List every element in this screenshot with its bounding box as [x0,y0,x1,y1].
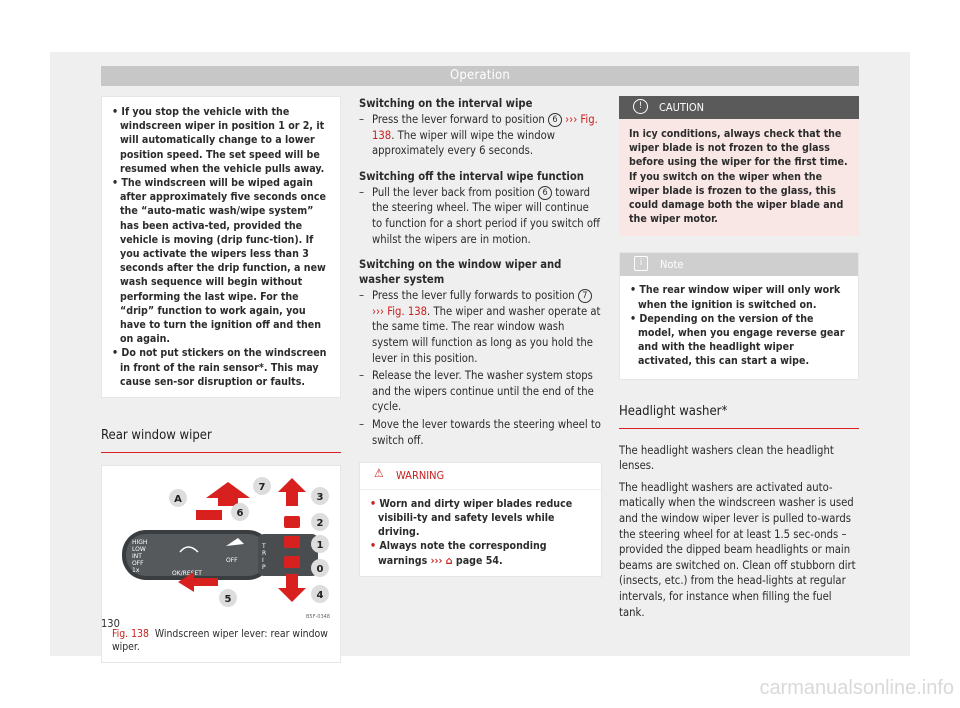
lever-label-high: HIGH [132,539,148,547]
book-icon: ⌂ [445,554,453,567]
section-title-rear-wiper: Rear window wiper [101,428,341,453]
section-title-headlight-washer: Headlight washer* [619,404,859,429]
lever-label-int: INT [132,553,142,561]
fig-link[interactable]: ››› Fig. 138 [372,304,428,318]
position-badge: 6 [538,186,552,200]
bullet-item: • The windscreen will be wiped again after approximately five seconds once the “auto-matic wash/wipe system” has been activa-ted, provided the vehicle is moving (drip func-tion). If you activate the wipers less than 3 seconds after the drip function, a new wash sequence will begin without performing the last wipe. For the “drip” function to work again, you have to turn the ignition off and then on again. [112,176,330,346]
note-bullet: • The rear window wiper will only work when the ignition is switched on. [630,283,848,311]
warning-bullet: • Worn and dirty wiper blades reduce visibili-ty and safety levels while driving. [370,497,591,540]
note-bullet: • Depending on the version of the model, when you engage reverse gear and with the headlight wiper activated, this can start a wipe. [630,312,848,369]
page-link[interactable]: ››› [430,554,443,567]
callout-4: 4 [316,590,324,602]
info-icon: i [634,256,648,271]
note-body [620,276,858,378]
step-item: – Pull the lever back from position 6 toward the steering wheel. The wiper will continue to function for a short period if you switch off whilst the wipers are in motion. [359,185,602,247]
figure-caption [108,628,334,654]
caution-icon: ! [633,99,648,114]
warning-body [360,490,601,576]
warning-header: ⚠ WARNING [360,463,601,490]
trip-p: P [262,564,266,572]
column-3 [619,96,859,620]
note-box [619,252,859,379]
lever-label-off: OFF [132,560,144,568]
callout-a: A [174,494,182,506]
column-1 [101,96,341,663]
pos-1 [284,536,300,548]
paragraph: The headlight washers clean the headlight lenses. [619,443,834,473]
callout-7: 7 [258,482,266,494]
caution-header: ! CAUTION [619,96,859,119]
pos-2 [284,516,300,528]
arrow-6 [196,510,222,520]
fig-link[interactable]: ››› Fig. 138 [372,113,598,142]
warning-triangle-icon: ⚠ [374,466,384,481]
figure-caption-text: Windscreen wiper lever: rear window wiper. [112,628,328,654]
bullet-item: • If you stop the vehicle with the windscreen wiper in position 1 or 2, it will automatically change to a lower position speed. The set speed will be resumed when the vehicle pulls away. [112,105,330,176]
wiper-lever-diagram [108,472,334,622]
column-2 [359,96,602,577]
step-item: – Press the lever forward to position 6 ››› Fig. 138. The wiper will wipe the window approximately every 6 seconds. [359,112,602,159]
callout-1: 1 [316,540,324,552]
figure-138 [101,465,341,663]
trip-r: R [262,550,267,558]
figure-label: Fig. 138 [112,628,149,641]
page-number: 130 [101,617,120,630]
heading-interval-on: Switching on the interval wipe [359,97,533,110]
paragraph: The headlight washers are activated auto-matically when the windscreen washer is used and the window wiper lever is pulled to-wards the steering wheel for at least 1.5 sec-onds – provided the dipped beam headlights or main beams are switched on. Clean off stubborn dirt (insects, etc.) from the head-lights at regular intervals, for instance when filling the fuel tank. [619,480,856,619]
caution-box [619,96,859,236]
lever-label-low: LOW [132,546,146,554]
position-badge: 6 [548,113,562,127]
warning-box [359,462,602,577]
page-header: Operation [101,66,859,86]
heading-interval-off: Switching off the interval wipe function [359,169,584,183]
ok-reset-label: OK/RESET [172,570,202,578]
step-item: – Press the lever fully forwards to position 7 ››› Fig. 138. The wiper and washer operate at the same time. The rear window wash system will function as long as you hold the lever in this position. [359,288,602,366]
callout-6: 6 [236,508,244,520]
callout-5: 5 [224,594,232,606]
step-item: – Release the lever. The washer system stops and the wipers continue until the end of the cycle. [359,368,602,415]
trip-i: I [262,557,264,565]
bullet-item: • Do not put stickers on the windscreen in front of the rain sensor*. This may cause sen-sor disruption or faults. [112,346,330,389]
caution-text: In icy conditions, always check that the wiper blade is not frozen to the glass before using the wiper for the first time. If you switch on the wiper when the wiper blade is frozen to the glass, this could damage both the wiper blade and the wiper motor. [629,128,848,226]
heading-wiper-washer-on: Switching on the window wiper and washer system [359,258,562,287]
bullet-box [101,96,341,398]
pos-0 [284,556,300,568]
lever-label-1x: 1x [132,567,140,575]
callout-0: 0 [316,564,324,576]
off-label: OFF [226,557,238,565]
watermark: carmanualsonline.info [759,677,954,699]
note-header: i Note [620,253,858,276]
step-item: – Move the lever towards the steering wheel to switch off. [359,417,602,448]
trip-t: T [262,543,266,551]
figure-code: B5F-0348 [305,614,330,621]
warning-bullet: • Always note the corresponding warnings ››› ⌂ page 54. [370,539,591,567]
callout-3: 3 [316,492,324,504]
headlight-text [619,443,859,621]
position-badge: 7 [578,289,592,303]
callout-2: 2 [316,518,324,530]
